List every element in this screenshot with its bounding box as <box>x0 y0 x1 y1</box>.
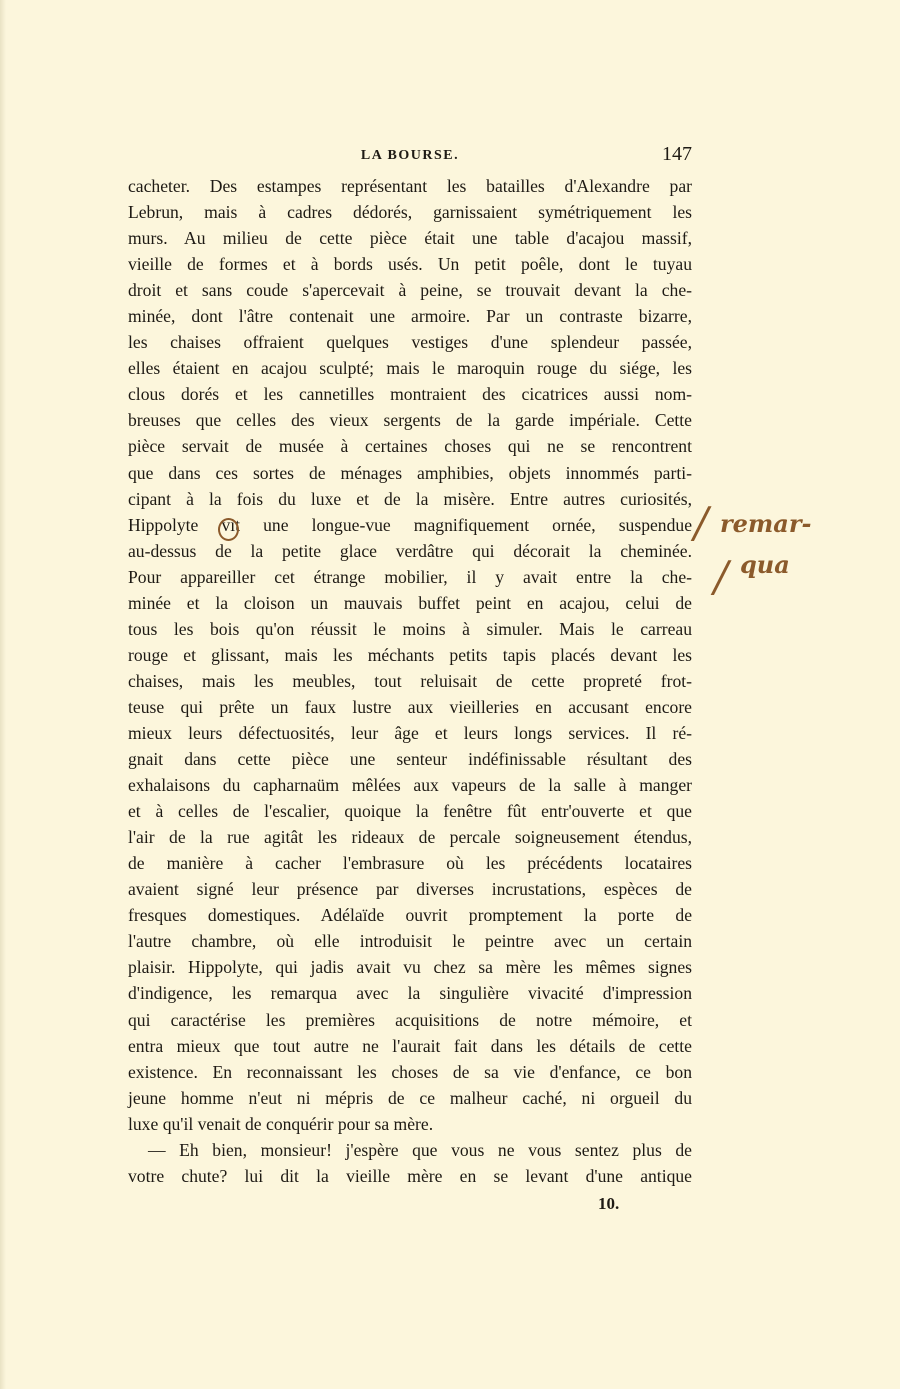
text-line: jeune homme n'eut ni mépris de ce malheur caché, ni orgueil du <box>128 1087 692 1108</box>
text-line: l'air de la rue agitât les rideaux de percale soigneusement étendus, <box>128 827 692 848</box>
text-line: chaises, mais les meubles, tout reluisait de cette propreté frot- <box>128 670 692 691</box>
correction-mark: / <box>694 498 709 547</box>
text-line: minée et la cloison un mauvais buffet peint en acajou, celui de <box>128 592 692 613</box>
text-line: minée, dont l'âtre contenait une armoire. Par un contraste bizarre, <box>128 306 692 327</box>
circled-correction: vit <box>221 514 241 535</box>
text-line: clous dorés et les cannetilles montraient des cicatrices aussi nom- <box>128 384 692 405</box>
running-title: LA BOURSE. <box>360 148 460 163</box>
body-text <box>128 173 692 1189</box>
text-line: cacheter. Des estampes représentant les batailles d'Alexandre par <box>128 176 692 196</box>
text-line: entra mieux que tout autre ne l'aurait fait dans les détails de cette <box>128 1035 692 1056</box>
text-line: teuse qui prête un faux lustre aux vieilleries en accusant encore <box>128 696 692 717</box>
text-line: Lebrun, mais à cadres dédorés, garnissaient symétriquement les <box>128 202 692 223</box>
text-line: d'indigence, les remarqua avec la singulière vivacité d'impression <box>128 983 692 1004</box>
page-header <box>128 143 692 169</box>
text-line: luxe qu'il venait de conquérir pour sa mère. <box>128 1113 434 1134</box>
text-line: cipant à la fois du luxe et de la misère. Entre autres curiosités, <box>128 488 692 509</box>
text-fragment: une longue-vue magnifiquement ornée, suspendue <box>263 514 692 535</box>
text-line: qui caractérise les premières acquisitions de notre mémoire, et <box>128 1009 692 1030</box>
text-line: votre chute? lui dit la vieille mère en se levant d'une antique <box>128 1165 692 1186</box>
margin-note-line1: remar- <box>720 509 812 538</box>
margin-note-line2: qua <box>740 550 790 579</box>
text-line: exhalaisons du capharnaüm mêlées aux vapeurs de la salle à manger <box>128 775 692 796</box>
text-line: gnait dans cette pièce une senteur indéfinissable résultant des <box>128 749 692 770</box>
text-line: avaient signé leur présence par diverses incrustations, espèces de <box>128 879 692 900</box>
signature-mark: 10. <box>598 1194 620 1213</box>
text-line: mieux leurs défectuosités, leur âge et leurs longs services. Il ré- <box>128 722 692 743</box>
text-line: fresques domestiques. Adélaïde ouvrit promptement la porte de <box>128 905 692 926</box>
text-line: murs. Au milieu de cette pièce était une table d'acajou massif, <box>128 228 692 249</box>
text-line: les chaises offraient quelques vestiges d'une splendeur passée, <box>128 332 692 353</box>
text-line: breuses que celles des vieux sergents de la garde impériale. Cette <box>128 410 692 431</box>
text-line: tous les bois qu'on réussit le moins à simuler. Mais le carreau <box>128 618 692 639</box>
text-line: Pour appareiller cet étrange mobilier, il y avait entre la che- <box>128 566 692 587</box>
page-edge-shadow <box>0 0 6 1389</box>
text-line: — Eh bien, monsieur! j'espère que vous ne vous sentez plus de <box>148 1139 692 1160</box>
text-line <box>128 512 692 538</box>
text-line: l'autre chambre, où elle introduisit le peintre avec un certain <box>128 931 692 952</box>
text-line: que dans ces sortes de ménages amphibies, objets innommés parti- <box>128 462 692 483</box>
text-line: de manière à cacher l'embrasure où les précédents locataires <box>128 853 692 874</box>
text-line: vieille de formes et à bords usés. Un petit poêle, dont le tuyau <box>128 254 692 275</box>
text-line: rouge et glissant, mais les méchants petits tapis placés devant les <box>128 644 692 665</box>
text-line: existence. En reconnaissant les choses de sa vie d'enfance, ce bon <box>128 1061 692 1082</box>
text-line: au-dessus de la petite glace verdâtre qui décorait la cheminée. <box>128 540 692 561</box>
correction-mark: / <box>714 552 729 601</box>
text-fragment: Hippolyte <box>128 514 199 535</box>
text-line: plaisir. Hippolyte, qui jadis avait vu chez sa mère les mêmes signes <box>128 957 692 978</box>
text-line: pièce servait de musée à certaines choses qui ne se rencontrent <box>128 436 692 457</box>
page-number: 147 <box>662 143 692 165</box>
text-line: et à celles de l'escalier, quoique la fenêtre fût entr'ouverte et que <box>128 801 692 822</box>
text-line: droit et sans coude s'apercevait à peine, se trouvait devant la che- <box>128 280 692 301</box>
text-line: elles étaient en acajou sculpté; mais le maroquin rouge du siége, les <box>128 358 692 379</box>
